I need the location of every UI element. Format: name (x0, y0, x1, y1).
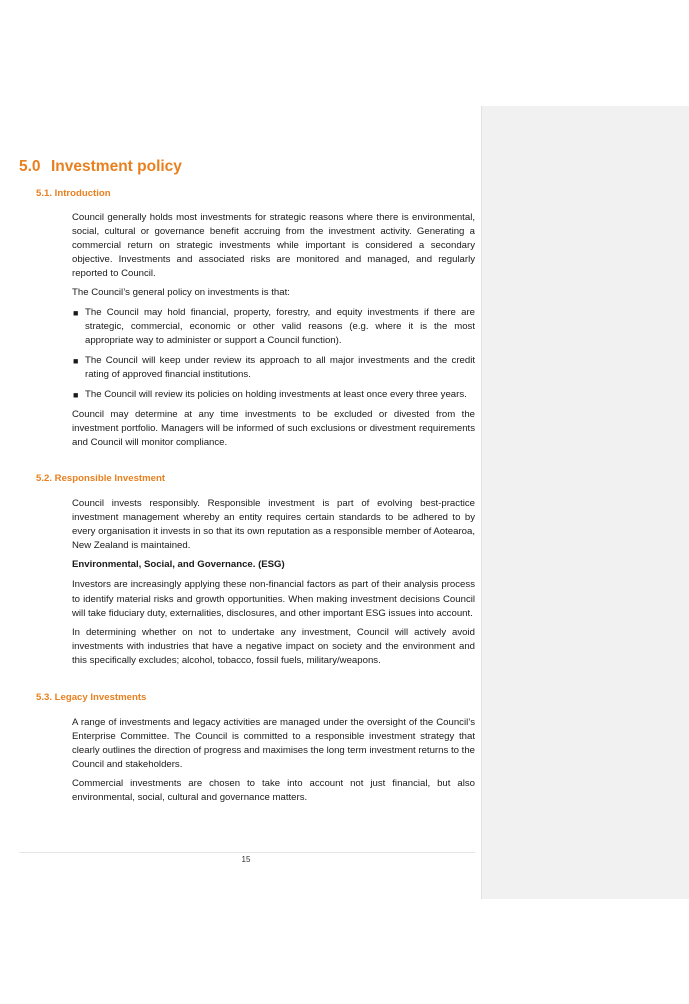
responsible-investment-body (72, 497, 475, 673)
paragraph: A range of investments and legacy activities are managed under the oversight of the Council’s Enterprise Committee. The Council is committed to a responsible investment strategy that clearly outlines the direction of progress and maximises the long term investment returns to the Council and stakeholders. (72, 717, 475, 771)
section-heading (19, 158, 182, 176)
subsection-heading-legacy-investments: 5.3. Legacy Investments (36, 692, 147, 703)
introduction-body (72, 211, 475, 455)
paragraph: Commercial investments are chosen to take into account not just financial, but also environmental, social, cultural and governance matters. (72, 778, 475, 804)
list-item: ■ The Council will keep under review its approach to all major investments and the credit rating of approved financial institutions. (73, 354, 475, 380)
bullet-icon: ■ (73, 307, 79, 318)
paragraph: Council invests responsibly. Responsible investment is part of evolving best-practice investment management whereby an entity requires certain standards to be adhered to by every organisation it invests in so that its own reputation as a responsible member of Aotearoa, New Zealand is maintained. (72, 498, 475, 552)
bullet-list (72, 306, 475, 403)
subsection-heading-introduction: 5.1. Introduction (36, 188, 111, 199)
subsection-heading-responsible-investment: 5.2. Responsible Investment (36, 473, 166, 484)
paragraph: Investors are increasingly applying these non-financial factors as part of their analysis process to identify material risks and growth opportunities. When making investment decisions Council will take fiduciary duty, externalities, disclosures, and other important ESG issues into account. (72, 579, 475, 619)
paragraph: Council may determine at any time investments to be excluded or divested from the investment portfolio. Managers will be informed of such exclusions or divestment requirements and Council will monitor compliance. (72, 409, 475, 449)
paragraph: In determining whether on not to undertake any investment, Council will actively avoid investments with industries that have a negative impact on society and the environment and this specifically excludes; alcohol, tobacco, fossil fuels, military/weapons. (72, 626, 475, 666)
section-number: 5.0 (19, 158, 41, 175)
comment-pane (481, 106, 689, 899)
list-item: ■ The Council may hold financial, property, forestry, and equity investments if there are strategic, commercial, economic or other valid reasons (e.g. where it is the most appropriate way to administer or support a Council function). (73, 306, 475, 346)
paragraph: Council generally holds most investments for strategic reasons where there is environmental, social, cultural or governance benefit accruing from the investment activity. Generating a commercial return on strategic investments while important is considered a secondary objective. Investments and associated risks are monitored and managed, and regularly reported to Council. (72, 212, 475, 280)
paragraph: The Council’s general policy on investments is that: (72, 287, 290, 299)
list-item: ■ The Council will review its policies on holding investments at least once every three years. (72, 388, 475, 402)
bullet-icon: ■ (73, 355, 79, 366)
esg-subheading: Environmental, Social, and Governance. (ESG) (72, 559, 285, 571)
footer-divider (19, 852, 475, 853)
legacy-investments-body (72, 716, 475, 811)
section-title: Investment policy (51, 158, 182, 175)
bullet-icon: ■ (73, 390, 79, 401)
page-number: 15 (241, 855, 251, 864)
